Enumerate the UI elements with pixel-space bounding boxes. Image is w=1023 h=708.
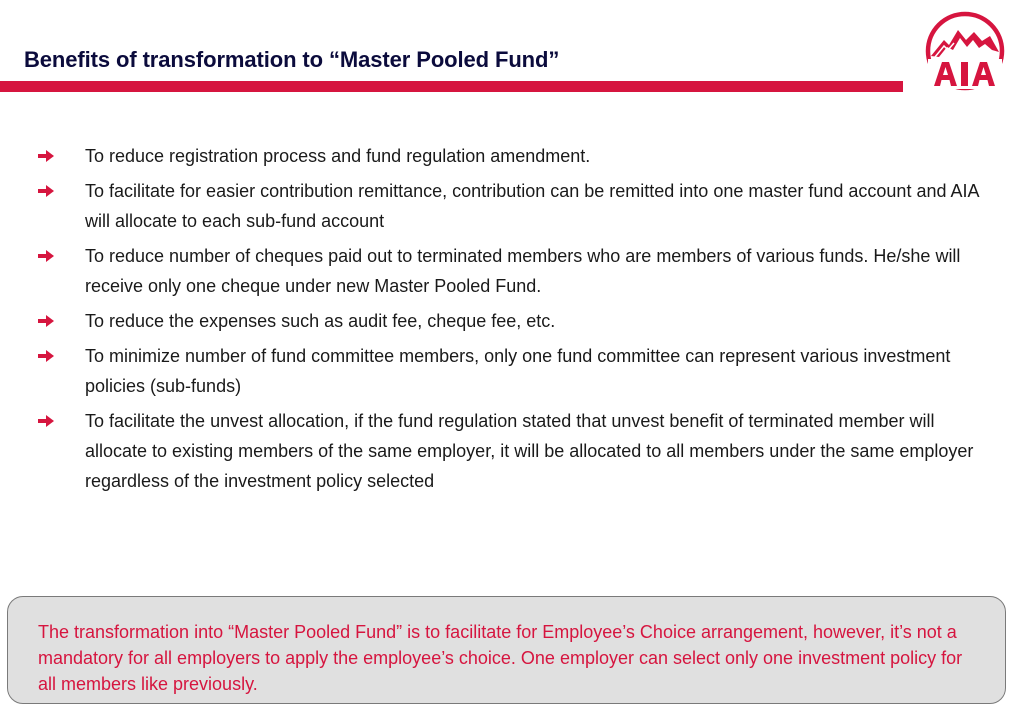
right-arrow-icon — [38, 150, 54, 162]
note-callout-box — [7, 596, 1006, 704]
list-item — [38, 141, 998, 171]
note-text: The transformation into “Master Pooled Fund” is to facilitate for Employee’s Choice arrangement, however, it’s not a mandatory for all employers to apply the employee’s choice. One employer can select only one investment policy for all members like previously. — [38, 622, 963, 694]
bullet-text: To facilitate the unvest allocation, if the fund regulation stated that unvest benefit of terminated member will allocate to existing members of the same employer, it will be allocated to all members under the same employer regardless of the investment policy selected — [85, 411, 974, 491]
aia-logo — [922, 10, 1008, 96]
list-item — [38, 241, 998, 301]
list-item — [38, 176, 998, 236]
list-item — [38, 306, 998, 336]
list-item — [38, 341, 998, 401]
list-item — [38, 406, 998, 496]
right-arrow-icon — [38, 185, 54, 197]
title-divider-bar — [0, 81, 903, 92]
bullet-text: To reduce number of cheques paid out to terminated members who are members of various funds. He/she will receive only one cheque under new Master Pooled Fund. — [85, 246, 961, 296]
bullet-text: To facilitate for easier contribution remittance, contribution can be remitted into one master fund account and AIA will allocate to each sub-fund account — [85, 181, 979, 231]
right-arrow-icon — [38, 415, 54, 427]
bullet-text: To reduce registration process and fund regulation amendment. — [85, 146, 591, 166]
right-arrow-icon — [38, 350, 54, 362]
right-arrow-icon — [38, 250, 54, 262]
right-arrow-icon — [38, 315, 54, 327]
benefits-list — [38, 141, 998, 501]
bullet-text: To reduce the expenses such as audit fee, cheque fee, etc. — [85, 311, 556, 331]
bullet-text: To minimize number of fund committee members, only one fund committee can represent various investment policies (sub-funds) — [85, 346, 951, 396]
slide-title: Benefits of transformation to “Master Pooled Fund” — [24, 47, 560, 72]
